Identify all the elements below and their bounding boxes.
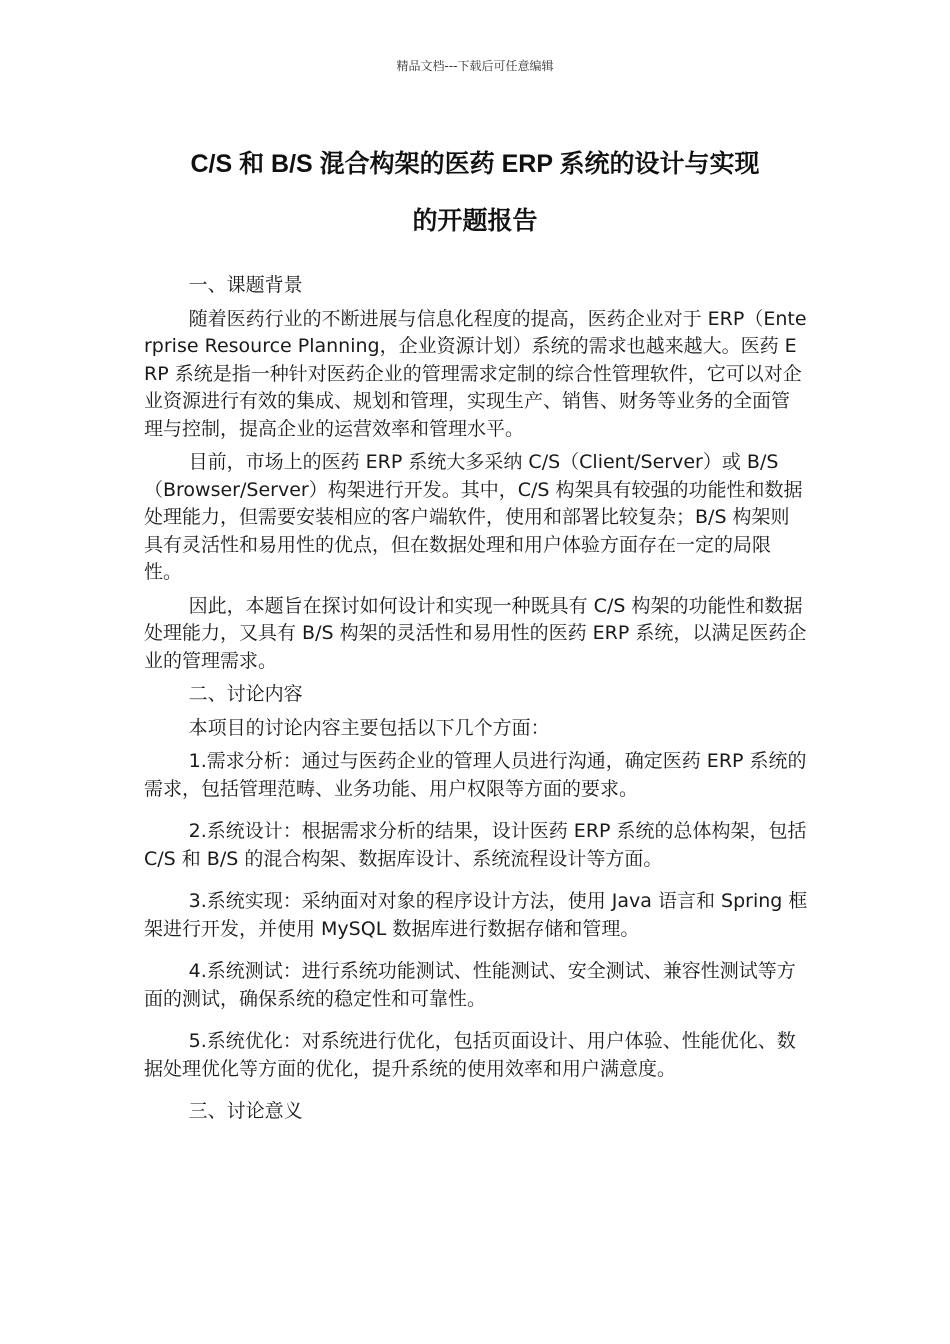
document-title-line-2: 的开题报告	[412, 207, 538, 235]
document-body	[144, 272, 808, 1132]
list-item: 3.系统实现：采纳面对对象的程序设计方法，使用 Java 语言和 Spring 框架进行开发，并使用 MySQL 数据库进行数据存储和管理。	[144, 890, 808, 940]
list-item: 2.系统设计：根据需求分析的结果，设计医药 ERP 系统的总体构架，包括 C/S 和 B/S 的混合构架、数据库设计、系统流程设计等方面。	[144, 820, 807, 870]
paragraph: 目前，市场上的医药 ERP 系统大多采纳 C/S（Client/Server）或 B/S（Browser/Server）构架进行开发。其中，C/S 构架具有较强的功能性和数据处理能力，但需要安装相应的客户端软件，使用和部署比较复杂；B/S 构架则具有灵活性和易用性的优点，但在数据处理和用户体验方面存在一定的局限性。	[144, 451, 803, 583]
list-item: 4.系统测试：进行系统功能测试、性能测试、安全测试、兼容性测试等方面的测试，确保系统的稳定性和可靠性。	[144, 960, 796, 1010]
list-item: 5.系统优化：对系统进行优化，包括页面设计、用户体验、性能优化、数据处理优化等方面的优化，提升系统的使用效率和用户满意度。	[144, 1030, 796, 1080]
paragraph-intro: 本项目的讨论内容主要包括以下几个方面：	[188, 716, 550, 739]
page-header: 精品文档---下载后可任意编辑	[396, 59, 554, 73]
document-title-line-1: C/S 和 B/S 混合构架的医药 ERP 系统的设计与实现	[190, 150, 760, 178]
section-heading-significance: 三、讨论意义	[188, 1100, 303, 1122]
document-title	[140, 136, 810, 250]
section-heading-background: 一、课题背景	[188, 274, 303, 296]
section-heading-research-content: 二、讨论内容	[188, 683, 303, 705]
list-item: 1.需求分析：通过与医药企业的管理人员进行沟通，确定医药 ERP 系统的需求，包括管理范畴、业务功能、用户权限等方面的要求。	[144, 750, 807, 800]
paragraph: 因此，本题旨在探讨如何设计和实现一种既具有 C/S 构架的功能性和数据处理能力，又具有 B/S 构架的灵活性和易用性的医药 ERP 系统，以满足医药企业的管理需求。	[144, 594, 807, 672]
paragraph: 随着医药行业的不断进展与信息化程度的提高，医药企业对于 ERP（Enterprise Resource Planning，企业资源计划）系统的需求也越来越大。医药 ERP 系统是指一种针对医药企业的管理需求定制的综合性管理软件，它可以对企业资源进行有效的集成、规划和管理，实现生产、销售、财务等业务的全面管理与控制，提高企业的运营效率和管理水平。	[144, 307, 807, 440]
